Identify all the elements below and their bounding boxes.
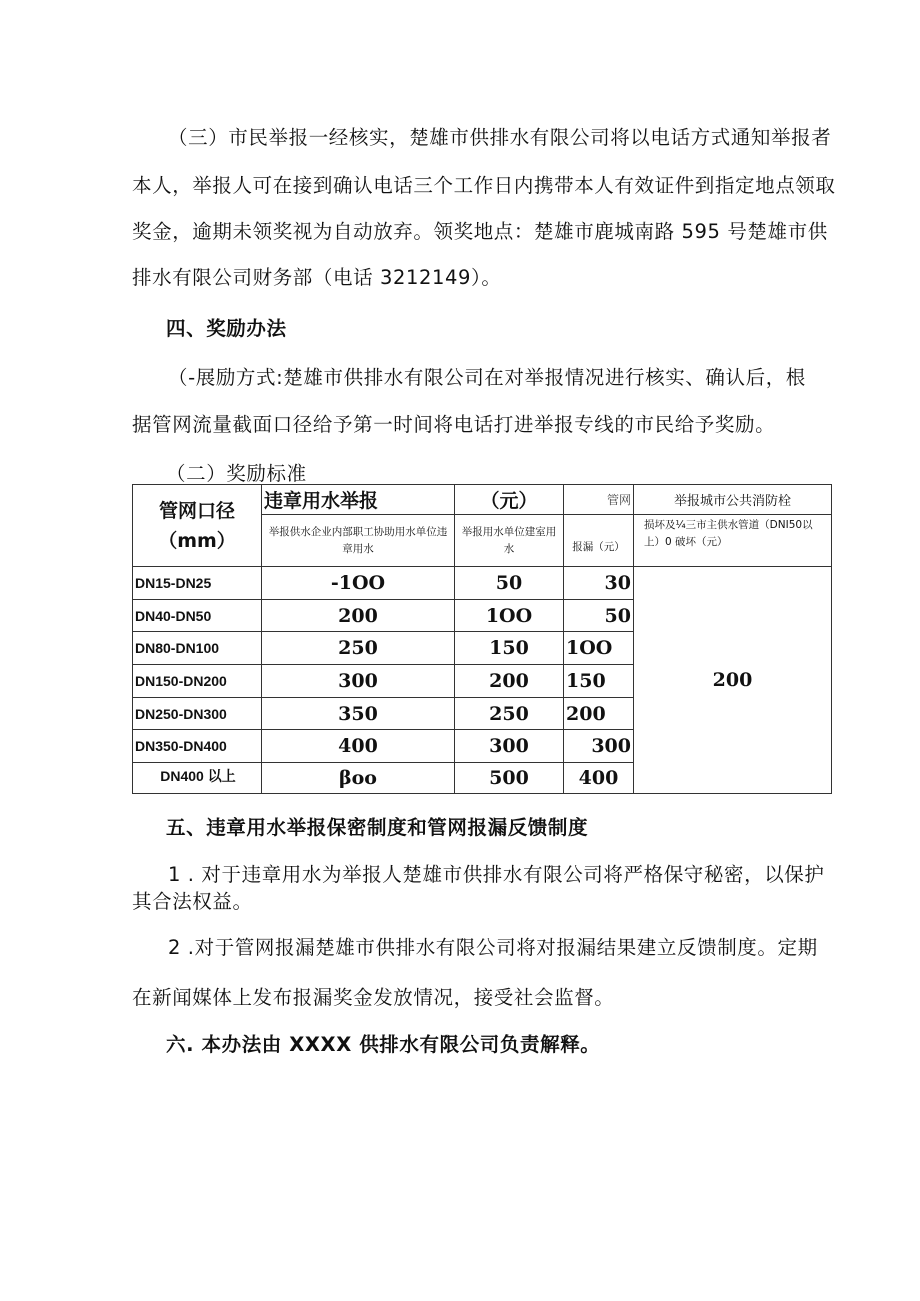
section-4-subheading: （二）奖励标准	[166, 462, 307, 485]
row-diameter: DN250-DN300	[133, 698, 262, 730]
row-value-employee: βoo	[262, 763, 455, 794]
row-value-leak: 30	[564, 567, 634, 600]
reward-table	[132, 484, 832, 794]
row-value-leak: 300	[564, 730, 634, 763]
table-row	[133, 567, 832, 600]
row-value-employee: -1OO	[262, 567, 455, 600]
text-line: （-展励方式:楚雄市供排水有限公司在对举报情况进行核实、确认后，根	[168, 366, 806, 389]
text-line: 1 . 对于违章用水为举报人楚雄市供排水有限公司将严格保守秘密，以保护	[168, 863, 825, 886]
text-line: 排水有限公司财务部（电话 3212149）。	[132, 266, 502, 289]
text-line: 2 .对于管网报漏楚雄市供排水有限公司将对报漏结果建立反馈制度。定期	[168, 936, 818, 959]
row-value-unit: 500	[455, 763, 564, 794]
text-line: 据管网流量截面口径给予第一时间将电话打进举报专线的市民给予奖励。	[132, 413, 776, 436]
row-diameter: DN15-DN25	[133, 567, 262, 600]
row-value-unit: 150	[455, 632, 564, 665]
row-value-unit: 200	[455, 665, 564, 698]
row-value-employee: 400	[262, 730, 455, 763]
row-value-leak: 400	[564, 763, 634, 794]
section-5-heading: 五、违章用水举报保密制度和管网报漏反馈制度	[166, 816, 589, 839]
header-unit: （元）	[455, 485, 564, 515]
row-value-unit: 300	[455, 730, 564, 763]
row-value-employee: 300	[262, 665, 455, 698]
row-value-unit: 250	[455, 698, 564, 730]
row-value-employee: 250	[262, 632, 455, 665]
header-hydrant-sub: 损坏及¼三市主供水管道（DNI50以上）0 破坏（元）	[634, 515, 832, 567]
row-value-leak: 1OO	[564, 632, 634, 665]
header-sub-unit-use: 举报用水单位建室用水	[455, 515, 564, 567]
row-value-leak: 200	[564, 698, 634, 730]
row-value-unit: 1OO	[455, 600, 564, 632]
text-line: 在新闻媒体上发布报漏奖金发放情况，接受社会监督。	[132, 986, 615, 1009]
section-6-statement: 六. 本办法由 XXXX 供排水有限公司负责解释。	[166, 1033, 601, 1056]
hydrant-value: 200	[634, 567, 832, 794]
text-line: 奖金，逾期未领奖视为自动放弃。领奖地点：楚雄市鹿城南路 595 号楚雄市供	[132, 220, 828, 243]
row-diameter: DN150-DN200	[133, 665, 262, 698]
row-diameter: DN40-DN50	[133, 600, 262, 632]
row-value-leak: 50	[564, 600, 634, 632]
row-value-unit: 50	[455, 567, 564, 600]
row-diameter: DN350-DN400	[133, 730, 262, 763]
row-value-leak: 150	[564, 665, 634, 698]
text-line: 其合法权益。	[132, 890, 253, 913]
header-leak-bottom: 报漏（元）	[564, 515, 634, 567]
section-4-heading: 四、奖励办法	[166, 317, 287, 340]
header-pipe-diameter: 管网口径（mm）	[133, 485, 262, 567]
row-value-employee: 200	[262, 600, 455, 632]
row-diameter: DN400 以上	[133, 763, 262, 794]
row-value-employee: 350	[262, 698, 455, 730]
text-line: 本人，举报人可在接到确认电话三个工作日内携带本人有效证件到指定地点领取	[132, 174, 836, 197]
header-leak-top: 管网	[564, 485, 634, 515]
row-diameter: DN80-DN100	[133, 632, 262, 665]
header-violation-report: 违章用水举报	[262, 485, 455, 515]
header-sub-employee-assist: 举报供水企业内部职工协助用水单位违章用水	[262, 515, 455, 567]
text-line: （三）市民举报一经核实，楚雄市供排水有限公司将以电话方式通知举报者	[168, 126, 832, 149]
header-hydrant-title: 举报城市公共消防栓	[634, 485, 832, 515]
